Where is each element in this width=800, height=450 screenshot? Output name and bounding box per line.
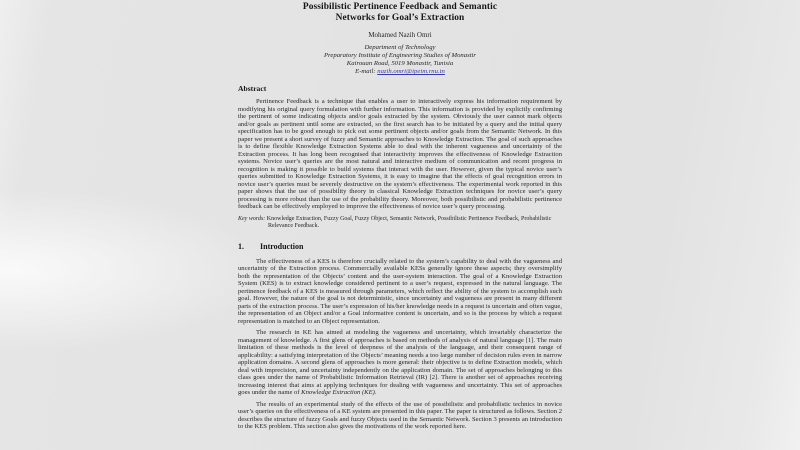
text-segment: The effectiveness of a KES is therefore crucially related to the system’s capability to deal with the vagueness and uncertainty of the Extraction process. Commercially available KESs generally ignore these aspects; they oversimplify both the representation of the Objects’ content and the user-system interaction. The goal of a Knowledge Extraction System (KES) is to extract knowledge considered pertinent to a user’s request, expressed in the natural language. The pertinence feedback of a KES is measured through parameters, which reflect the ability of the system to accomplish such goal. However, the nature of the goal is not deterministic, since uncertainty and vagueness are present in many different parts of the extraction process. The user’s expression of his/her knowledge needs in a request is uncertain and often vague, the representation of an Object and/or a Goal informative content is uncertain, and so is the process by which a request representation is matched to an Object representation.: [238, 257, 562, 325]
affiliation-line: Department of Technology: [364, 44, 436, 51]
text-segment: The research in KE has aimed at modeling the vagueness and uncertainty, which invariably characterize the management of knowledge. A first glens of approaches is based on methods of analysis of natural language [1]. The main limitation of these methods is the level of deepness of the analysis of the language, and their consequent range of applicability: a satisfying interpretation of the Objects’ meaning needs a too large number of decision rules even in narrow application domains. A second glens of approaches is more general: their objective is to define Extraction models, which deal with imprecision, and uncertainty independently on the application domain. The set of approaches belonging to this class goes under the name of Probabilistic Information Retrieval (IR) [2]. There is another set of approaches receiving increasing interest that aims at applying techniques for dealing with vagueness and uncertainty. This set of approaches goes under the name of: [238, 329, 562, 396]
keywords-label: Key words:: [238, 215, 266, 222]
text-segment: .: [374, 389, 377, 396]
italic-phrase: Knowledge Extraction (KE): [301, 389, 375, 396]
paper-title-line: Possibilistic Pertinence Feedback and Semantic: [302, 2, 498, 12]
section-title: Introduction: [260, 241, 304, 251]
section-paragraphs: [238, 258, 562, 431]
email-link[interactable]: nazih.omri@ipeim.rnu.tn: [377, 68, 445, 75]
text-segment: The results of an experimental study of the effects of the use of possibilistic and probabilistic technics in novice user’s queries on the effectiveness of a KE system are presented in this paper. The paper is structured as follows. Section 2 describes the structure of fuzzy Goals and fuzzy Objects used in the Semantic Network. Section 3 presents an introduction to the KES problem. This section also gives the motivations of the work reported here.: [238, 400, 562, 430]
affiliation-line: Preparatory Institute of Engineering Studies of Monastir: [323, 52, 477, 59]
keywords-text: Knowledge Extraction, Fuzzy Goal, Fuzzy Object, Semantic Network, Possibilistic Pertinence Feedback, Probabilistic Relevance Feedback.: [265, 215, 552, 229]
affiliation-line: Kairouan Road, 5019 Monastir, Tunisia: [346, 60, 454, 67]
body-paragraph: [238, 329, 562, 397]
email-line: [238, 68, 562, 76]
affiliation-block: [238, 44, 562, 76]
abstract-text: Pertinence Feedback is a technique that enables a user to interactively express his information requirement by modifying his original query formulation with further information. This information is provided by explicitly confirming the pertinent of some indicating objects and/or goals extracted by the system. Obviously the user cannot mark objects and/or goals as pertinent until some are extracted, so the first search has to be initiated by a query and the initial query specification has to be good enough to pick out some pertinent objects and/or goals from the Semantic Network. In this paper we present a short survey of fuzzy and Semantic approaches to Knowledge Extraction. The goal of such approaches is to define flexible Knowledge Extraction Systems able to deal with the inherent vagueness and uncertainty of the Extraction process. It has long been recognised that interactivity improves the effectiveness of Knowledge Extraction systems. Novice user’s queries are the most natural and interactive medium of communication and recent progress in recognition is making it possible to build systems that interact with the user. However, given the typical novice user’s queries submitted to Knowledge Extraction Systems, it is easy to imagine that the effects of goal recognition errors in novice user’s queries must be severely destructive on the system’s effectiveness. The experimental work reported in this paper shows that the use of possibility theory in classical Knowledge Extraction techniques for novice user’s query processing is more robust than the use of the probability theory. Moreover, both possibilistic and probabilistic pertinence feedback can be effectively employed to improve the effectiveness of novice user’s query processing.: [238, 98, 562, 210]
scanned-paper-page: [238, 0, 562, 431]
body-paragraph: [238, 401, 562, 431]
paper-title: [238, 2, 562, 24]
abstract-heading: Abstract: [238, 84, 267, 93]
keywords-line: [238, 216, 562, 230]
email-label: E-mail:: [355, 68, 376, 75]
paper-title-line: Networks for Goal’s Extraction: [335, 13, 465, 23]
author-name: Mohamed Nazih Omri: [368, 31, 432, 39]
body-paragraph: [238, 258, 562, 326]
section-heading: [238, 242, 562, 252]
section-number: 1.: [238, 241, 244, 251]
affiliation-lines: [238, 44, 562, 68]
